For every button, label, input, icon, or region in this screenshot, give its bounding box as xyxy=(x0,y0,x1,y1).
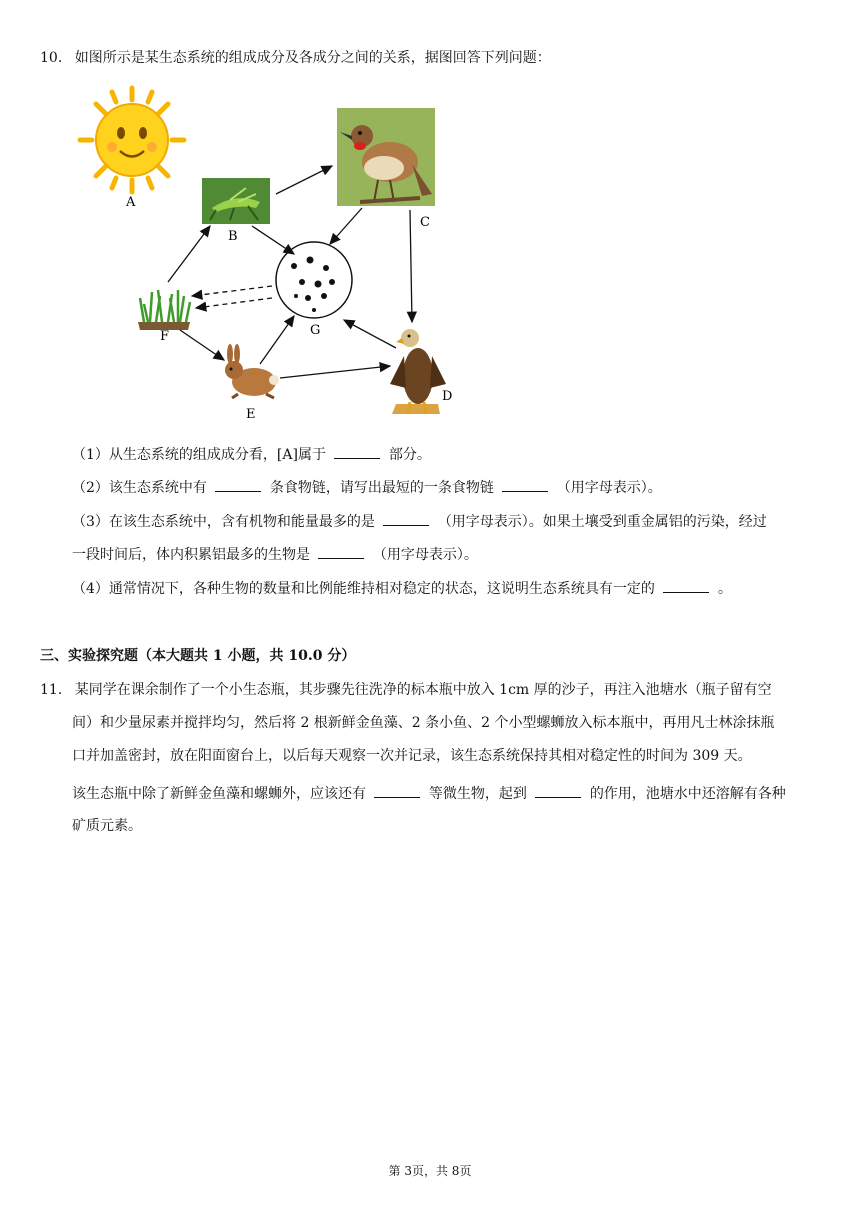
ecosystem-diagram-svg xyxy=(60,84,480,434)
q10-sub4-text: （4）通常情况下，各种生物的数量和比例能维持相对稳定的状态，这说明生态系统具有一定的 xyxy=(72,581,655,597)
label-b: B xyxy=(228,229,238,244)
answer-blank[interactable] xyxy=(663,578,709,593)
q10-sub3-line2-text: 一段时间后，体内积累铝最多的生物是 xyxy=(72,547,310,563)
answer-blank[interactable] xyxy=(502,477,548,492)
q10-sub2-tail: （用字母表示）。 xyxy=(556,480,662,496)
decomposers-circle xyxy=(276,242,352,318)
q10-sub3-line2 xyxy=(72,544,478,565)
q10-sub3 xyxy=(72,511,767,532)
question-stem: 如图所示是某生态系统的组成成分及各成分之间的关系，据图回答下列问题： xyxy=(74,50,551,66)
q10-sub3-mid: （用字母表示）。如果土壤受到重金属铝的污染，经过 xyxy=(437,514,767,530)
q10-sub1 xyxy=(72,444,431,465)
q11-line4 xyxy=(72,783,786,804)
label-e: E xyxy=(246,407,256,422)
label-g: G xyxy=(310,323,321,338)
q11-line5: 矿质元素。 xyxy=(72,818,142,834)
q11-line1 xyxy=(40,680,772,700)
answer-blank[interactable] xyxy=(535,783,581,798)
q10-sub4 xyxy=(72,578,732,599)
rabbit-icon xyxy=(225,344,279,398)
q10-sub3-line2-tail: （用字母表示）。 xyxy=(372,547,478,563)
grasshopper-icon xyxy=(202,178,270,224)
q11-text-1: 某同学在课余制作了一个小生态瓶，其步骤先往洗净的标本瓶中放入 1cm 厚的沙子，再注入池塘水（瓶子留有空 xyxy=(74,682,772,698)
page-footer: 第 3页，共 8页 xyxy=(388,1164,472,1178)
q10-sub4-tail: 。 xyxy=(717,581,732,597)
answer-blank[interactable] xyxy=(215,477,261,492)
question-10-stem-line xyxy=(40,48,551,68)
q11-line4-text: 该生态瓶中除了新鲜金鱼藻和螺蛳外，应该还有 xyxy=(72,786,366,802)
answer-blank[interactable] xyxy=(383,511,429,526)
label-d: D xyxy=(442,389,453,404)
question-number: 11. xyxy=(40,682,63,698)
answer-blank[interactable] xyxy=(374,783,420,798)
ecosystem-diagram xyxy=(60,84,480,434)
answer-blank[interactable] xyxy=(334,444,380,459)
q10-sub1-text: （1）从生态系统的组成成分看，[A]属于 xyxy=(72,447,326,463)
answer-blank[interactable] xyxy=(318,544,364,559)
eagle-icon xyxy=(390,329,446,414)
label-c: C xyxy=(420,215,430,230)
bird-icon xyxy=(337,108,435,206)
q11-line4-mid: 等微生物，起到 xyxy=(428,786,527,802)
q10-sub1-tail: 部分。 xyxy=(388,447,431,463)
label-f: F xyxy=(160,329,170,344)
question-number: 10. xyxy=(40,50,63,66)
q11-line3: 口并加盖密封，放在阳面窗台上，以后每天观察一次并记录，该生态系统保持其相对稳定性的时间为 309 天。 xyxy=(72,748,752,764)
sun-icon xyxy=(80,88,184,192)
q10-sub2 xyxy=(72,477,662,498)
q10-sub2-text: （2）该生态系统中有 xyxy=(72,480,207,496)
q10-sub3-text: （3）在该生态系统中，含有机物和能量最多的是 xyxy=(72,514,375,530)
q10-sub2-mid: 条食物链，请写出最短的一条食物链 xyxy=(269,480,494,496)
q11-line4-tail: 的作用，池塘水中还溶解有各种 xyxy=(589,786,786,802)
q11-line2: 间）和少量尿素并搅拌均匀，然后将 2 根新鲜金鱼藻、2 条小鱼、2 个小型螺蛳放入标本瓶中，再用凡士林涂抹瓶 xyxy=(72,715,775,731)
section-heading: 三、实验探究题（本大题共 1 小题，共 10.0 分） xyxy=(40,648,356,664)
grass-icon xyxy=(138,290,190,330)
label-a: A xyxy=(126,195,136,210)
